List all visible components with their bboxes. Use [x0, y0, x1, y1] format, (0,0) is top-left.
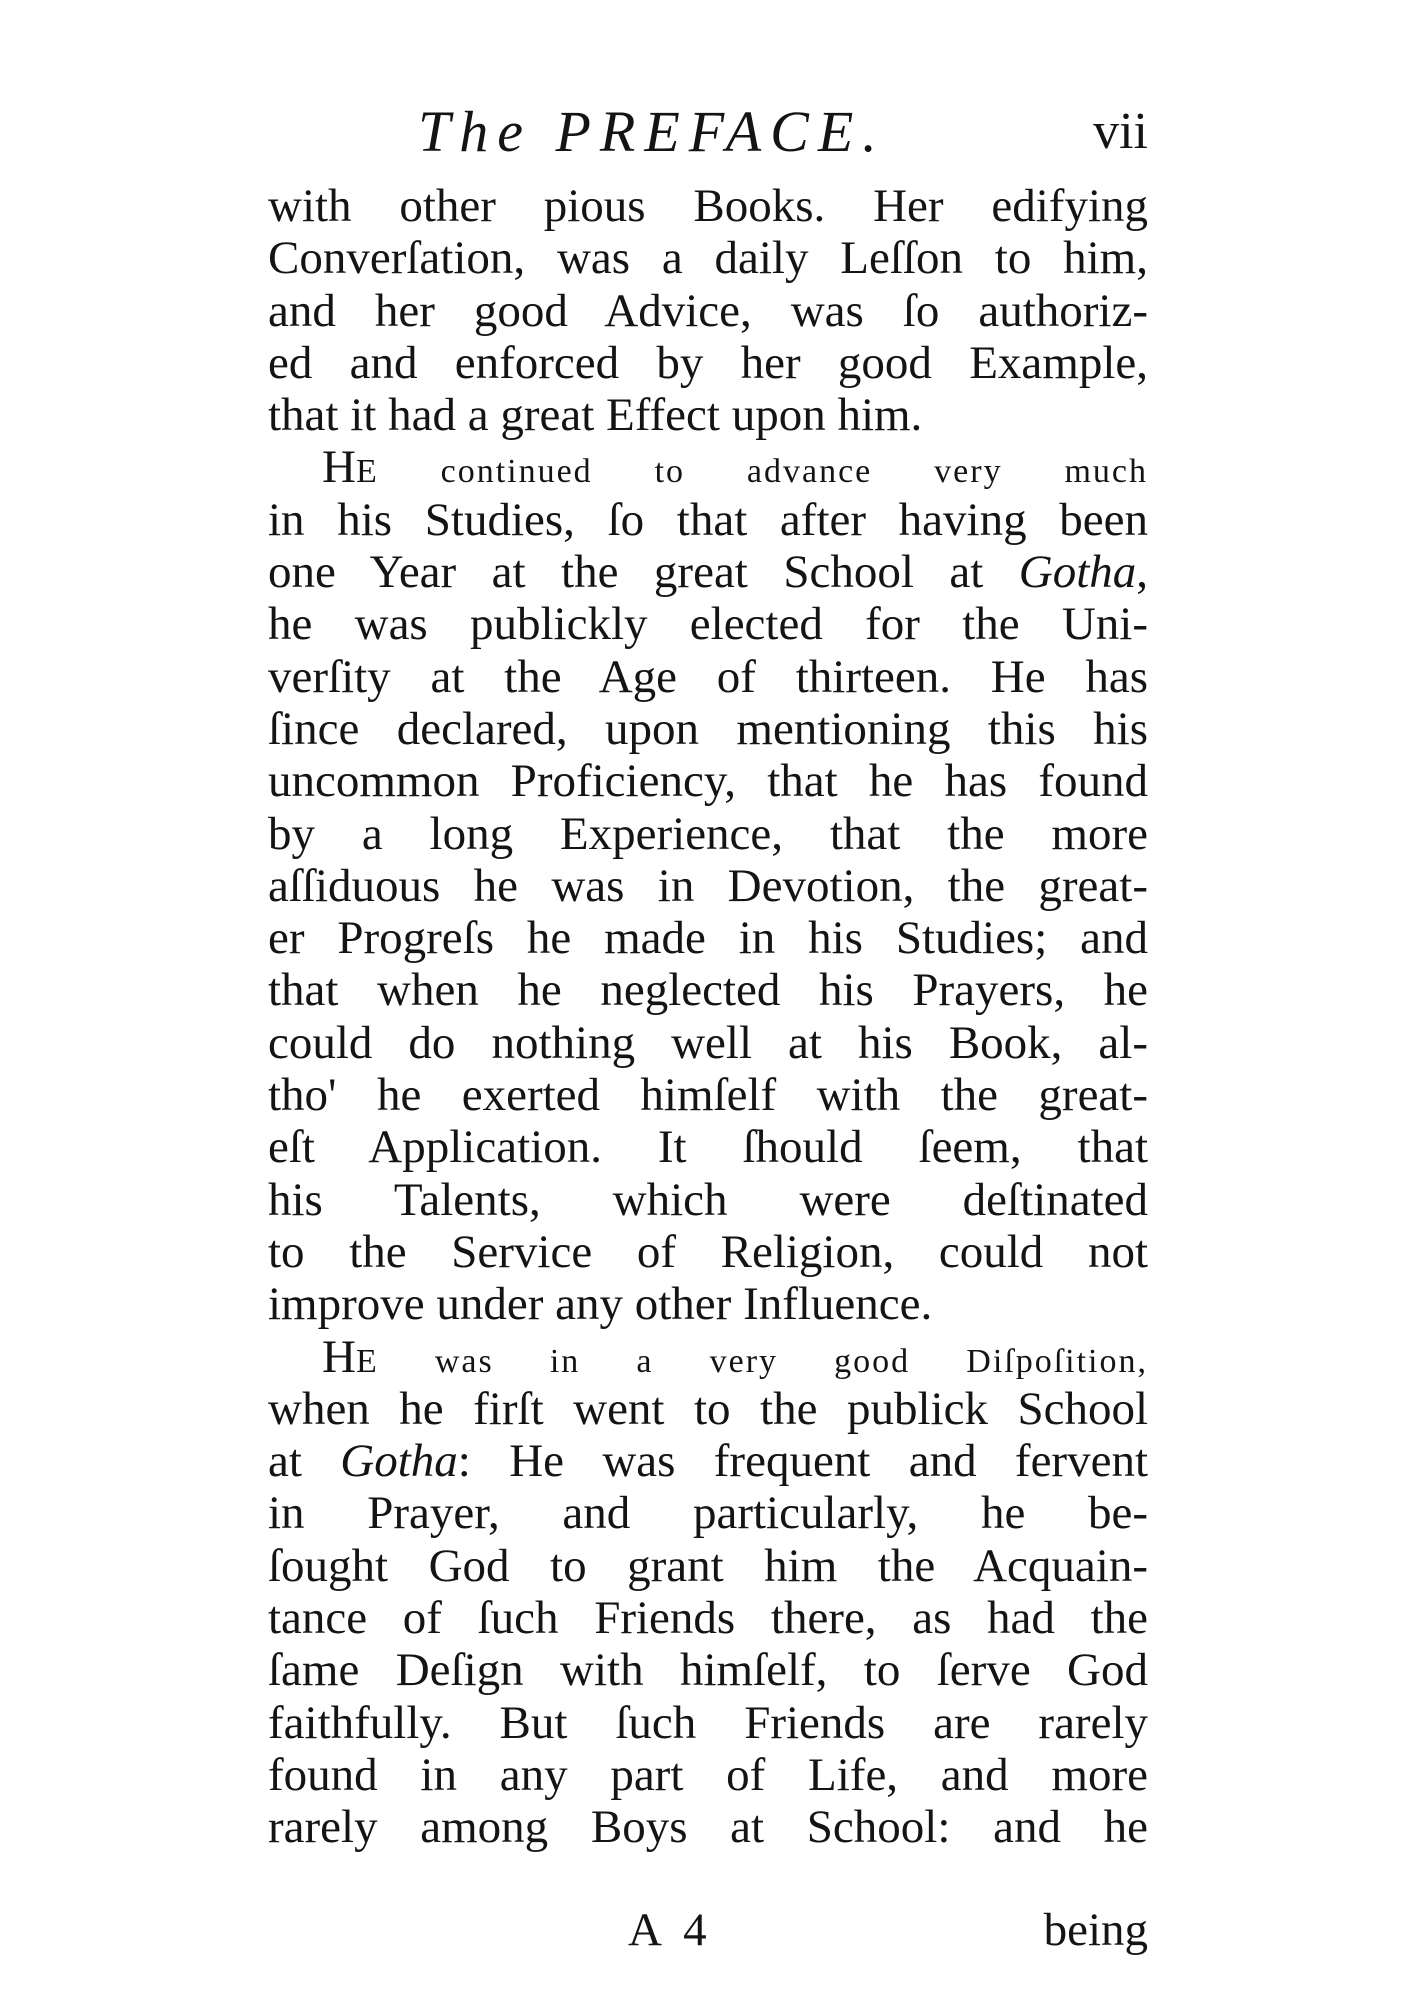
text-segment: , [1136, 546, 1148, 599]
text-line [268, 1331, 1148, 1383]
text-line: in Prayer, and particularly, he be- [268, 1487, 1148, 1540]
page-footer [268, 1900, 1148, 1960]
text-segment: : He was frequent and fervent [457, 1435, 1148, 1488]
text-line: tance of ſuch Friends there, as had the [268, 1592, 1148, 1645]
text-line: ſame Deſign with himſelf, to ſerve God [268, 1644, 1148, 1697]
text-line: his Talents, which were deſtinated [268, 1173, 1148, 1226]
paragraph-start: E was in a very good Diſpoſition, [355, 1342, 1148, 1380]
text-line: ſince declared, upon mentioning this his [268, 702, 1148, 755]
running-header [268, 92, 1148, 172]
running-title: The PREFACE. [418, 99, 886, 164]
place-name: Gotha [340, 1435, 458, 1488]
text-line [268, 441, 1148, 493]
text-line: er Progreſs he made in his Studies; and [268, 912, 1148, 965]
text-line: improve under any other Influence. [268, 1278, 933, 1331]
text-line: eſt Application. It ſhould ſeem, that [268, 1121, 1148, 1174]
paragraph-start: E continued to advance very much [355, 453, 1148, 491]
text-line: by a long Experience, that the more [268, 807, 1148, 860]
text-line: could do nothing well at his Book, al- [268, 1016, 1148, 1069]
text-line: uncommon Proficiency, that he has found [268, 755, 1148, 808]
text-line: ſought God to grant him the Acquain- [268, 1539, 1148, 1592]
catchword: being [1043, 1904, 1148, 1956]
text-line: rarely among Boys at School: and he [268, 1801, 1148, 1854]
text-block [268, 180, 1148, 1854]
text-segment: one Year at the great School at [268, 546, 1019, 599]
text-line [268, 1435, 1148, 1487]
text-line: ed and enforced by her good Example, [268, 336, 1148, 389]
text-line: Converſation, was a daily Leſſon to him, [268, 232, 1148, 285]
text-line: verſity at the Age of thirteen. He has [268, 650, 1148, 703]
page-number: vii [1093, 103, 1148, 160]
text-line: faithfully. But ſuch Friends are rarely [268, 1696, 1148, 1749]
text-line: in his Studies, ſo that after having been [268, 493, 1148, 546]
text-line: when he firſt went to the publick School [268, 1382, 1148, 1435]
text-line [268, 546, 1148, 598]
text-line: to the Service of Religion, could not [268, 1225, 1148, 1278]
text-line: that when he neglected his Prayers, he [268, 964, 1148, 1017]
text-line: and her good Advice, was ſo authoriz- [268, 284, 1148, 337]
place-name: Gotha [1018, 546, 1137, 599]
text-line: with other pious Books. Her edifying [268, 180, 1148, 232]
text-segment: at [268, 1435, 341, 1488]
text-line: that it had a great Effect upon him. [268, 389, 923, 442]
text-line: he was publickly elected for the Uni- [268, 598, 1148, 651]
text-line: found in any part of Life, and more [268, 1748, 1148, 1801]
paragraph-initial: H [322, 441, 356, 494]
text-line: tho' he exerted himſelf with the great- [268, 1069, 1148, 1122]
signature-mark: A 4 [628, 1904, 713, 1956]
text-line: aſſiduous he was in Devotion, the great- [268, 859, 1148, 912]
paragraph-initial: H [322, 1330, 356, 1383]
